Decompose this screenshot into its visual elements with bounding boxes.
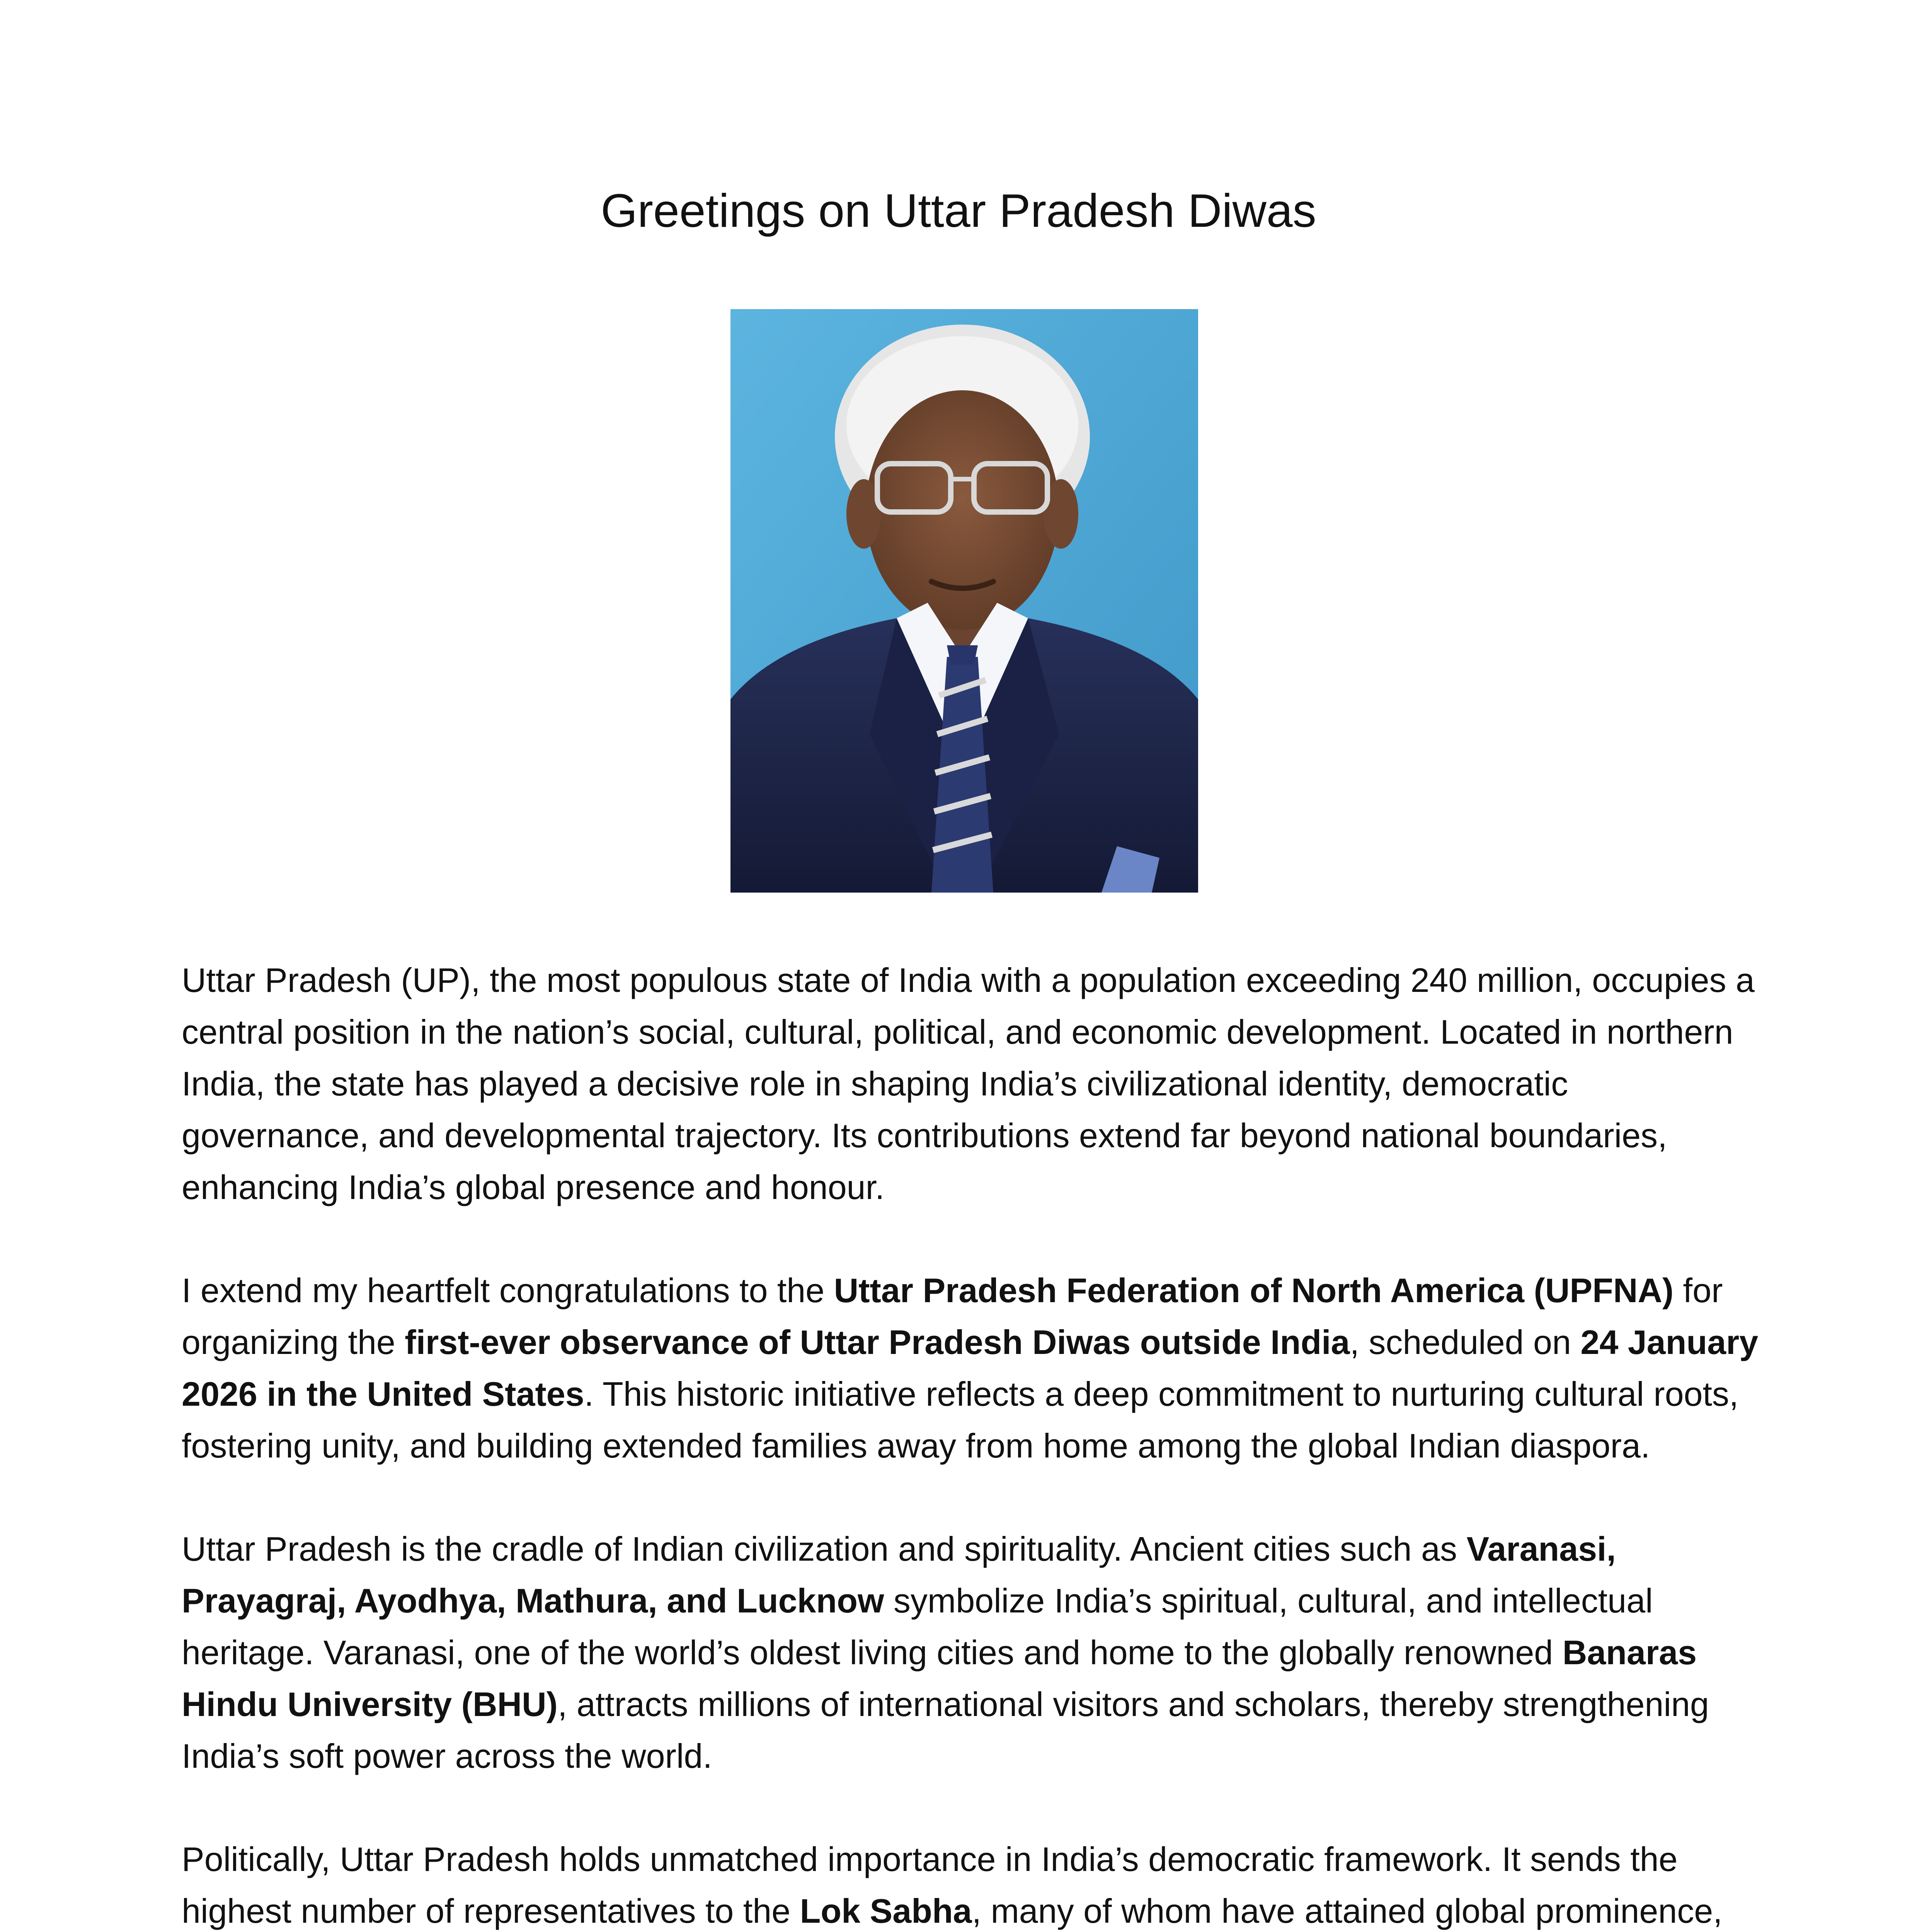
paragraph-politics bbox=[182, 1833, 1759, 1932]
text-segment: , scheduled on bbox=[1350, 1323, 1581, 1361]
paragraph-heritage bbox=[182, 1523, 1759, 1782]
portrait-illustration bbox=[730, 309, 1198, 893]
text-segment: for organizing the bbox=[182, 1271, 1723, 1361]
text-segment-bold: Uttar Pradesh Federation of North America (UPFNA) bbox=[834, 1271, 1674, 1310]
text-segment: . This historic initiative reflects a deep commitment to nurturing cultural roots, fostering unity, and building extended families away from home among the global Indian diaspora. bbox=[182, 1375, 1739, 1465]
text-segment-bold: Banaras Hindu University (BHU) bbox=[182, 1633, 1697, 1723]
text-segment: Uttar Pradesh (UP), the most populous state of India with a population exceeding 240 million, occupies a central position in the nation’s social, cultural, political, and economic development. Located in northern India, the state has played a decisive role in shaping India’s civilizational identity, democratic governance, and developmental trajectory. Its contributions extend far beyond national boundaries, enhancing India’s global presence and honour. bbox=[182, 961, 1755, 1206]
text-segment-bold: Varanasi, Prayagraj, Ayodhya, Mathura, and Lucknow bbox=[182, 1530, 1616, 1620]
text-segment: Uttar Pradesh is the cradle of Indian civilization and spirituality. Ancient cities such as bbox=[182, 1530, 1467, 1568]
text-segment: I extend my heartfelt congratulations to the bbox=[182, 1271, 834, 1310]
portrait-photo bbox=[730, 309, 1198, 893]
text-segment-bold: 24 January 2026 in the United States bbox=[182, 1323, 1759, 1413]
text-segment: , many of whom have attained global prominence, bbox=[972, 1892, 1723, 1930]
paragraph-intro bbox=[182, 954, 1759, 1213]
text-segment-bold: first-ever observance of Uttar Pradesh Diwas outside India bbox=[405, 1323, 1350, 1361]
body-text bbox=[182, 954, 1759, 1932]
text-segment: , attracts millions of international visitors and scholars, thereby strengthening India’s soft power across the world. bbox=[182, 1685, 1709, 1775]
paragraph-congratulations bbox=[182, 1265, 1759, 1472]
text-segment-bold: Lok Sabha bbox=[800, 1892, 972, 1930]
text-segment: Politically, Uttar Pradesh holds unmatched importance in India’s democratic framework. It sends the highest number of representatives to the bbox=[182, 1840, 1678, 1930]
text-segment: symbolize India’s spiritual, cultural, and intellectual heritage. Varanasi, one of the world’s oldest living cities and home to the globally renowned bbox=[182, 1582, 1653, 1672]
page-title: Greetings on Uttar Pradesh Diwas bbox=[601, 184, 1316, 237]
